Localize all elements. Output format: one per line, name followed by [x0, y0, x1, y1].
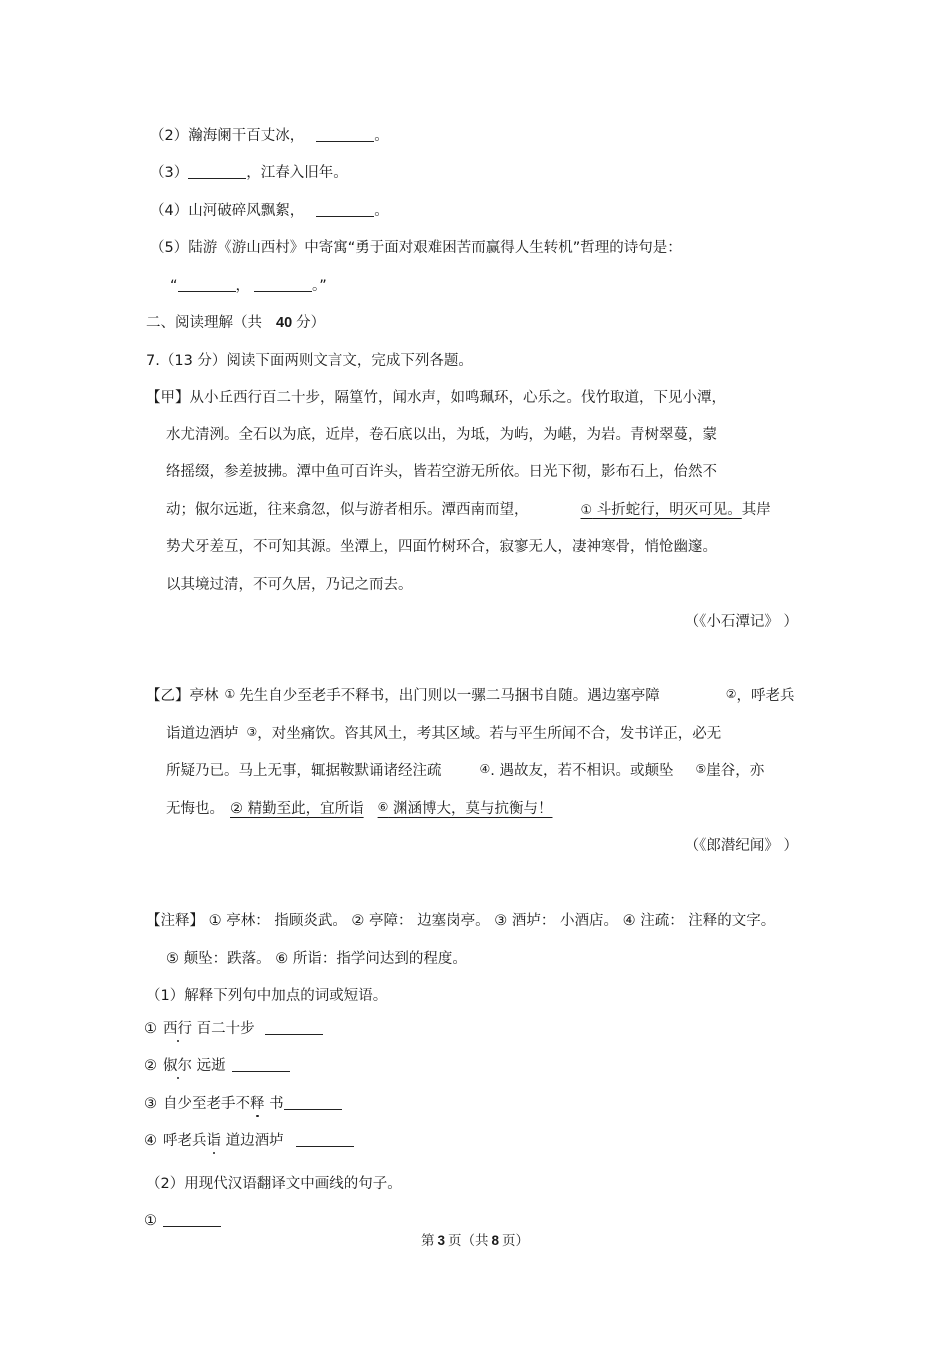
note-marker: ③	[246, 725, 258, 739]
passage-jia-line: 以其境过清，不可久居，乃记之而去。	[166, 577, 413, 593]
passage-jia-source: （《小石潭记》 ）	[684, 614, 798, 630]
dotted-word: 释	[250, 1096, 265, 1112]
note-marker: ①	[224, 687, 236, 701]
passage-yi-line	[166, 761, 764, 781]
footer-text: 页）	[502, 1233, 530, 1249]
question-4	[150, 201, 389, 221]
item-number: ②	[144, 1058, 157, 1074]
quote-mark: “	[170, 278, 178, 294]
question-text: 瀚海阑干百丈冰，	[188, 128, 305, 144]
page-number: 3	[437, 1233, 445, 1248]
question-5	[150, 238, 682, 258]
answer-blank[interactable]	[316, 127, 374, 142]
item-number: ①	[144, 1213, 157, 1229]
underlined-text: ② 精勤至此，宜所诣	[230, 801, 364, 817]
passage-text: 先生自少至老手不释书，出门则以一骡二马捆书自随。遇边塞亭障	[239, 688, 660, 704]
item-text: 书	[264, 1096, 284, 1112]
passage-text: 所疑乃已。马上无事，辄据鞍默诵诸经注疏	[166, 763, 442, 779]
item-number: ③	[144, 1096, 157, 1112]
question-text: （13 分）阅读下面两则文言文，完成下列各题。	[159, 353, 473, 369]
answer-blank[interactable]	[232, 1057, 290, 1072]
passage-text: 其岸	[741, 502, 771, 518]
passage-yi-source: （《郎潜纪闻》 ）	[684, 838, 798, 854]
dotted-word: 俶尔	[163, 1058, 192, 1074]
dotted-word: 西行	[163, 1021, 192, 1037]
note-marker: ⑥	[377, 800, 389, 814]
underlined-text: 斗折蛇行，明灭可见。	[592, 502, 742, 518]
passage-text: ，呼老兵	[736, 688, 795, 704]
sub-question-1-title: （1）解释下列句中加点的词或短语。	[146, 988, 388, 1004]
passage-jia-line: 势犬牙差互，不可知其源。坐潭上，四面竹树环合，寂寥无人，凄神寒骨，悄怆幽邃。	[166, 539, 717, 555]
sub-question-2-item	[144, 1211, 221, 1231]
passage-jia-line: 水尤清洌。全石以为底，近岸，卷石底以出，为坻，为屿，为嵁，为岩。青树翠蔓，蒙	[166, 427, 717, 443]
section-score: 40	[276, 315, 293, 331]
item-number: ④	[144, 1133, 157, 1149]
question-3	[150, 163, 348, 183]
answer-blank[interactable]	[316, 202, 374, 217]
underlined-text: 渊涵博大，莫与抗衡与！	[388, 801, 553, 817]
answer-blank[interactable]	[178, 277, 236, 292]
section-title-end: 分）	[296, 315, 326, 331]
footer-text: 页（共	[448, 1233, 489, 1249]
underlined-sentence-1	[581, 502, 742, 518]
total-pages: 8	[491, 1233, 500, 1248]
item-number: ①	[144, 1021, 157, 1037]
underlined-sentence-2	[230, 801, 552, 817]
question-text: ，江春入旧年。	[246, 165, 348, 181]
item-text: 自少至老手不	[163, 1096, 250, 1112]
question-2	[150, 126, 389, 146]
sub-question-2-title: （2）用现代汉语翻译文中画线的句子。	[146, 1176, 402, 1192]
question-number: 7.	[146, 353, 160, 369]
question-label: （2）	[150, 128, 189, 144]
passage-yi-line	[166, 799, 552, 819]
answer-blank[interactable]	[163, 1212, 221, 1227]
passage-text: . 遇故友，若不相识。或颠坠	[490, 763, 674, 779]
quote-mark: 。”	[312, 278, 327, 294]
page-footer	[0, 1231, 950, 1251]
punctuation: 。	[374, 203, 389, 219]
punctuation: 。	[374, 128, 389, 144]
passage-text: 动；俶尔远逝，往来翕忽，似与游者相乐。潭西南而望，	[166, 502, 529, 518]
punctuation: ，	[235, 278, 251, 294]
answer-blank[interactable]	[296, 1132, 354, 1147]
sub-question-1-item	[144, 1131, 354, 1151]
note-marker: ④	[479, 762, 491, 776]
item-text: 远逝	[192, 1058, 226, 1074]
answer-blank[interactable]	[188, 164, 246, 179]
sub-question-1-item	[144, 1056, 290, 1076]
passage-text: 无悔也。	[166, 801, 224, 817]
dotted-word: 诣	[206, 1133, 221, 1149]
answer-blank[interactable]	[284, 1095, 342, 1110]
section-heading	[146, 313, 325, 333]
question-7	[146, 351, 473, 371]
item-text: 道边酒垆	[221, 1133, 284, 1149]
sentence-marker: ①	[580, 503, 593, 518]
passage-text: 诣道边酒垆	[166, 726, 239, 742]
note-marker: ②	[725, 687, 737, 701]
question-label: （4）	[150, 203, 189, 219]
section-title: 二、阅读理解（共	[146, 315, 262, 331]
note-marker: ⑤	[695, 762, 707, 776]
passage-jia-line: 【甲】从小丘西行百二十步，隔篁竹，闻水声，如鸣珮环，心乐之。伐竹取道，下见小潭，	[146, 390, 726, 406]
question-label: （3）	[150, 165, 189, 181]
question-text: 山河破碎风飘絮，	[188, 203, 305, 219]
passage-text: 【乙】亭林	[146, 688, 219, 704]
question-5-answer-line	[170, 276, 327, 296]
notes-line: 【注释】 ① 亭林： 指顾炎武。 ② 亭障： 边塞岗亭。 ③ 酒垆： 小酒店。 ④ 注疏： 注释的文字。	[146, 913, 776, 929]
question-text: 陆游《游山西村》中寄寓“勇于面对艰难困苦而赢得人生转机”哲理的诗句是：	[188, 240, 682, 256]
sub-question-1-item	[144, 1094, 342, 1114]
sub-question-1-item	[144, 1019, 323, 1039]
item-text: 百二十步	[192, 1021, 255, 1037]
footer-text: 第	[420, 1233, 435, 1249]
passage-yi-line	[146, 686, 795, 706]
notes-line: ⑤ 颠坠：跌落。 ⑥ 所诣：指学问达到的程度。	[166, 951, 467, 967]
passage-text: 崖谷，亦	[706, 763, 765, 779]
passage-jia-line	[166, 500, 771, 521]
passage-yi-line	[166, 724, 721, 744]
item-text: 呼老兵	[163, 1133, 207, 1149]
passage-text: ，对坐痛饮。咨其风土，考其区域。若与平生所闻不合，发书详正，必无	[257, 726, 722, 742]
question-label: （5）	[150, 240, 189, 256]
passage-jia-line: 络摇缀，参差披拂。潭中鱼可百许头，皆若空游无所依。日光下彻，影布石上，佁然不	[166, 464, 717, 480]
answer-blank[interactable]	[265, 1020, 323, 1035]
answer-blank[interactable]	[254, 277, 312, 292]
